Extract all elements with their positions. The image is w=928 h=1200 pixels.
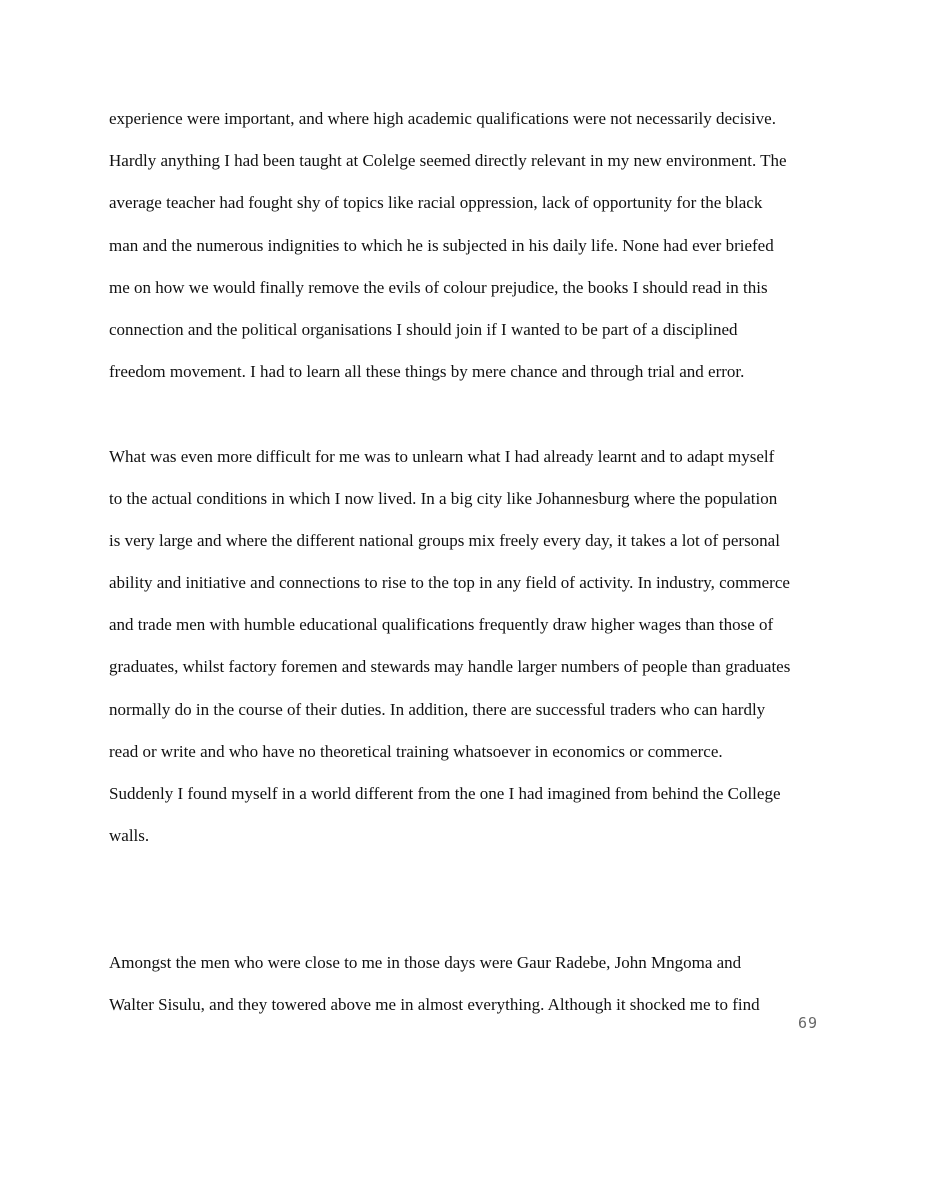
paragraph-2 — [109, 436, 829, 900]
text-line: man and the numerous indignities to which he is subjected in his daily life. None had ever briefed — [109, 235, 774, 255]
text-line: What was even more difficult for me was to unlearn what I had already learnt and to adapt myself — [109, 446, 775, 466]
text-line: to the actual conditions in which I now lived. In a big city like Johannesburg where the population — [109, 488, 778, 508]
text-line: is very large and where the different national groups mix freely every day, it takes a lot of personal — [109, 530, 780, 550]
body-text — [109, 98, 829, 1026]
paragraph-gap — [109, 900, 829, 942]
text-line: experience were important, and where high academic qualifications were not necessarily decisive. — [109, 109, 776, 128]
text-line: Hardly anything I had been taught at Colelge seemed directly relevant in my new environment. The — [109, 151, 787, 171]
paragraph-1 — [109, 98, 829, 393]
paragraph-3 — [109, 942, 829, 1026]
paragraph-gap — [109, 393, 829, 435]
text-line: Suddenly I found myself in a world different from the one I had imagined from behind the College — [109, 784, 781, 803]
text-line: walls. — [109, 826, 150, 846]
text-line: average teacher had fought shy of topics like racial oppression, lack of opportunity for the black — [109, 193, 763, 213]
text-line: me on how we would finally remove the evils of colour prejudice, the books I should read in this — [109, 277, 768, 297]
text-line: normally do in the course of their duties. In addition, there are successful traders who can hardly — [109, 699, 766, 719]
text-line: Walter Sisulu, and they towered above me in almost everything. Although it shocked me to find — [109, 994, 760, 1014]
text-line: and trade men with humble educational qualifications frequently draw higher wages than those of — [109, 615, 774, 635]
text-line: ability and initiative and connections to rise to the top in any field of activity. In industry, commerce — [109, 573, 790, 593]
text-line: Amongst the men who were close to me in those days were Gaur Radebe, John Mngoma and — [109, 952, 742, 972]
text-line: connection and the political organisations I should join if I wanted to be part of a disciplined — [109, 319, 738, 339]
page-number: 69 — [797, 1014, 818, 1032]
text-line — [109, 857, 829, 899]
text-line: graduates, whilst factory foremen and stewards may handle larger numbers of people than graduates — [109, 657, 791, 677]
text-line: read or write and who have no theoretical training whatsoever in economics or commerce. — [109, 741, 723, 761]
text-line: freedom movement. I had to learn all these things by mere chance and through trial and error. — [109, 362, 745, 382]
